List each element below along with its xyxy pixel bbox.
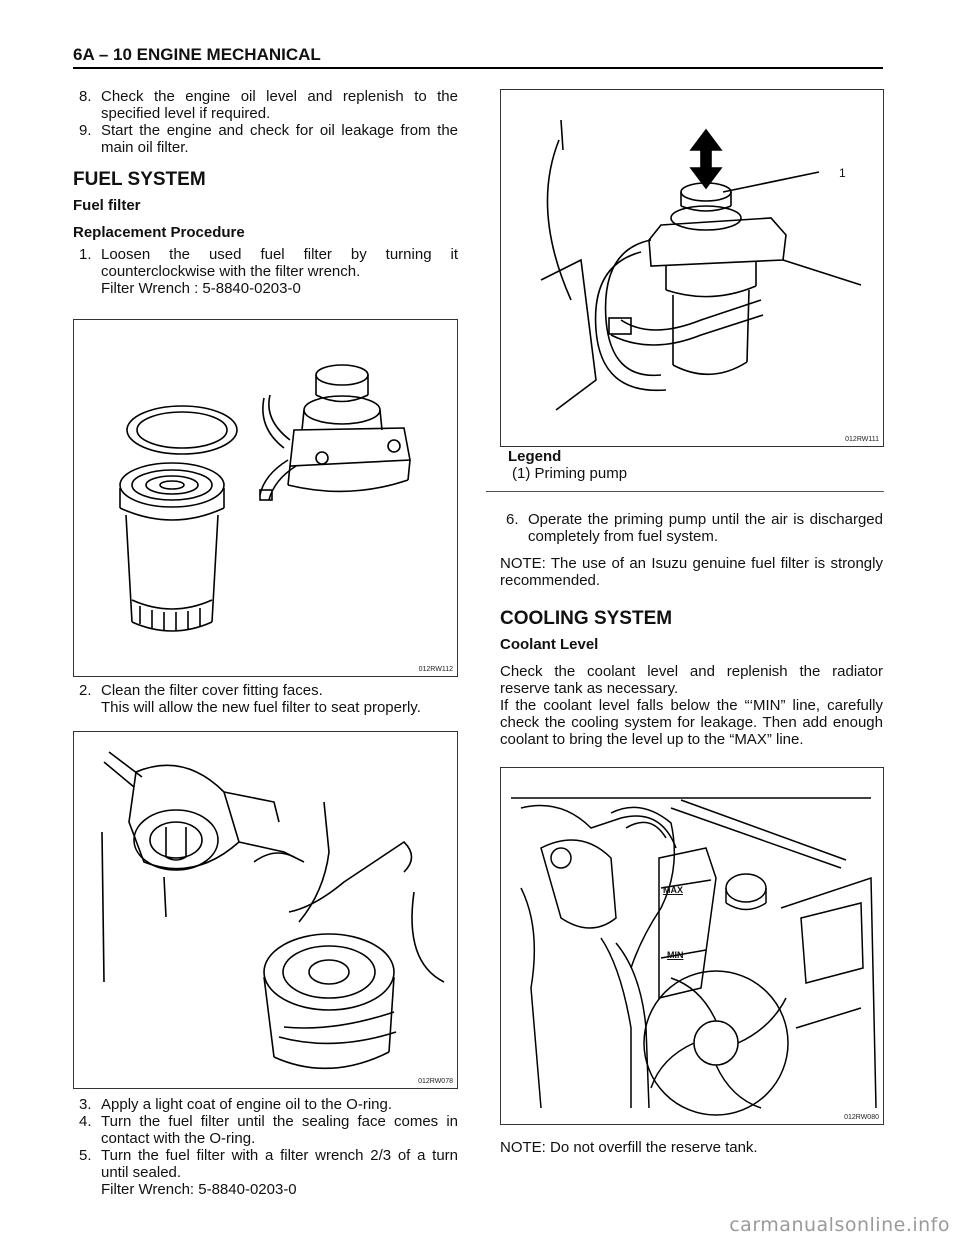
- header-rule: [73, 67, 883, 69]
- fuel-section: [73, 171, 458, 297]
- replacement-procedure-heading: Replacement Procedure: [73, 224, 245, 241]
- oring-application-illustration: [74, 732, 457, 1088]
- step-8: 8. Check the engine oil level and replenish to the specified level if required.: [79, 88, 458, 122]
- step-6: 6. Operate the priming pump until the air is discharged completely from fuel system.: [506, 511, 883, 545]
- left-intro: [73, 88, 458, 156]
- step-1: 1. Loosen the used fuel filter by turning it counterclockwise with the filter wrench. Filter Wrench : 5-8840-0203-0: [79, 246, 458, 297]
- step-4: 4. Turn the fuel filter until the sealing face comes in contact with the O-ring.: [79, 1113, 458, 1147]
- right-text-block: [500, 511, 883, 748]
- legend-title: Legend: [508, 448, 562, 465]
- step-2: 2. Clean the filter cover fitting faces. This will allow the new fuel filter to seat properly.: [79, 682, 421, 716]
- note-overfill-block: [500, 1139, 883, 1156]
- legend-rule: [486, 491, 884, 492]
- coolant-paragraph-1: Check the coolant level and replenish the radiator reserve tank as necessary.: [500, 663, 883, 697]
- figure-coolant-reserve-tank: [500, 767, 884, 1125]
- step-2-block: [73, 682, 458, 716]
- callout-1: 1: [839, 166, 846, 180]
- min-line-label: MIN: [667, 950, 684, 960]
- note-do-not-overfill: NOTE: Do not overfill the reserve tank.: [500, 1139, 758, 1156]
- figure-2-id: 012RW078: [418, 1078, 453, 1085]
- step-9: 9. Start the engine and check for oil leakage from the main oil filter.: [79, 122, 458, 156]
- steps-3-5: [73, 1096, 458, 1198]
- step-5: 5. Turn the fuel filter with a filter wrench 2/3 of a turn until sealed. Filter Wrench: 5-8840-0203-0: [79, 1147, 458, 1198]
- fuel-filter-subheading: Fuel filter: [73, 197, 141, 214]
- page-header: 6A – 10 ENGINE MECHANICAL: [73, 45, 321, 64]
- watermark: carmanualsonline.info: [729, 1214, 950, 1236]
- figure-4-id: 012RW080: [844, 1114, 879, 1121]
- figure-fuel-filter-parts: [73, 319, 458, 677]
- note-genuine-filter: NOTE: The use of an Isuzu genuine fuel filter is strongly recommended.: [500, 555, 883, 589]
- step-3: 3. Apply a light coat of engine oil to the O-ring.: [79, 1096, 393, 1113]
- figure-priming-pump: [500, 89, 884, 447]
- priming-pump-illustration: [501, 90, 883, 446]
- engine-bay-illustration: [501, 768, 883, 1124]
- figure-3-id: 012RW111: [845, 436, 879, 443]
- figure-oring-application: [73, 731, 458, 1089]
- fuel-system-heading: FUEL SYSTEM: [73, 169, 206, 190]
- max-line-label: MAX: [663, 885, 683, 895]
- cooling-system-heading: COOLING SYSTEM: [500, 608, 673, 629]
- legend-item-1: (1) Priming pump: [512, 465, 628, 482]
- coolant-level-subheading: Coolant Level: [500, 636, 599, 653]
- fuel-filter-parts-illustration: [74, 320, 457, 676]
- coolant-paragraph-2: If the coolant level falls below the “‘MIN” line, carefully check the cooling system for leakage. Then add enough coolant to bring the level up to the “MAX” line.: [500, 697, 883, 748]
- figure-1-id: 012RW112: [418, 666, 453, 673]
- legend: [508, 448, 627, 482]
